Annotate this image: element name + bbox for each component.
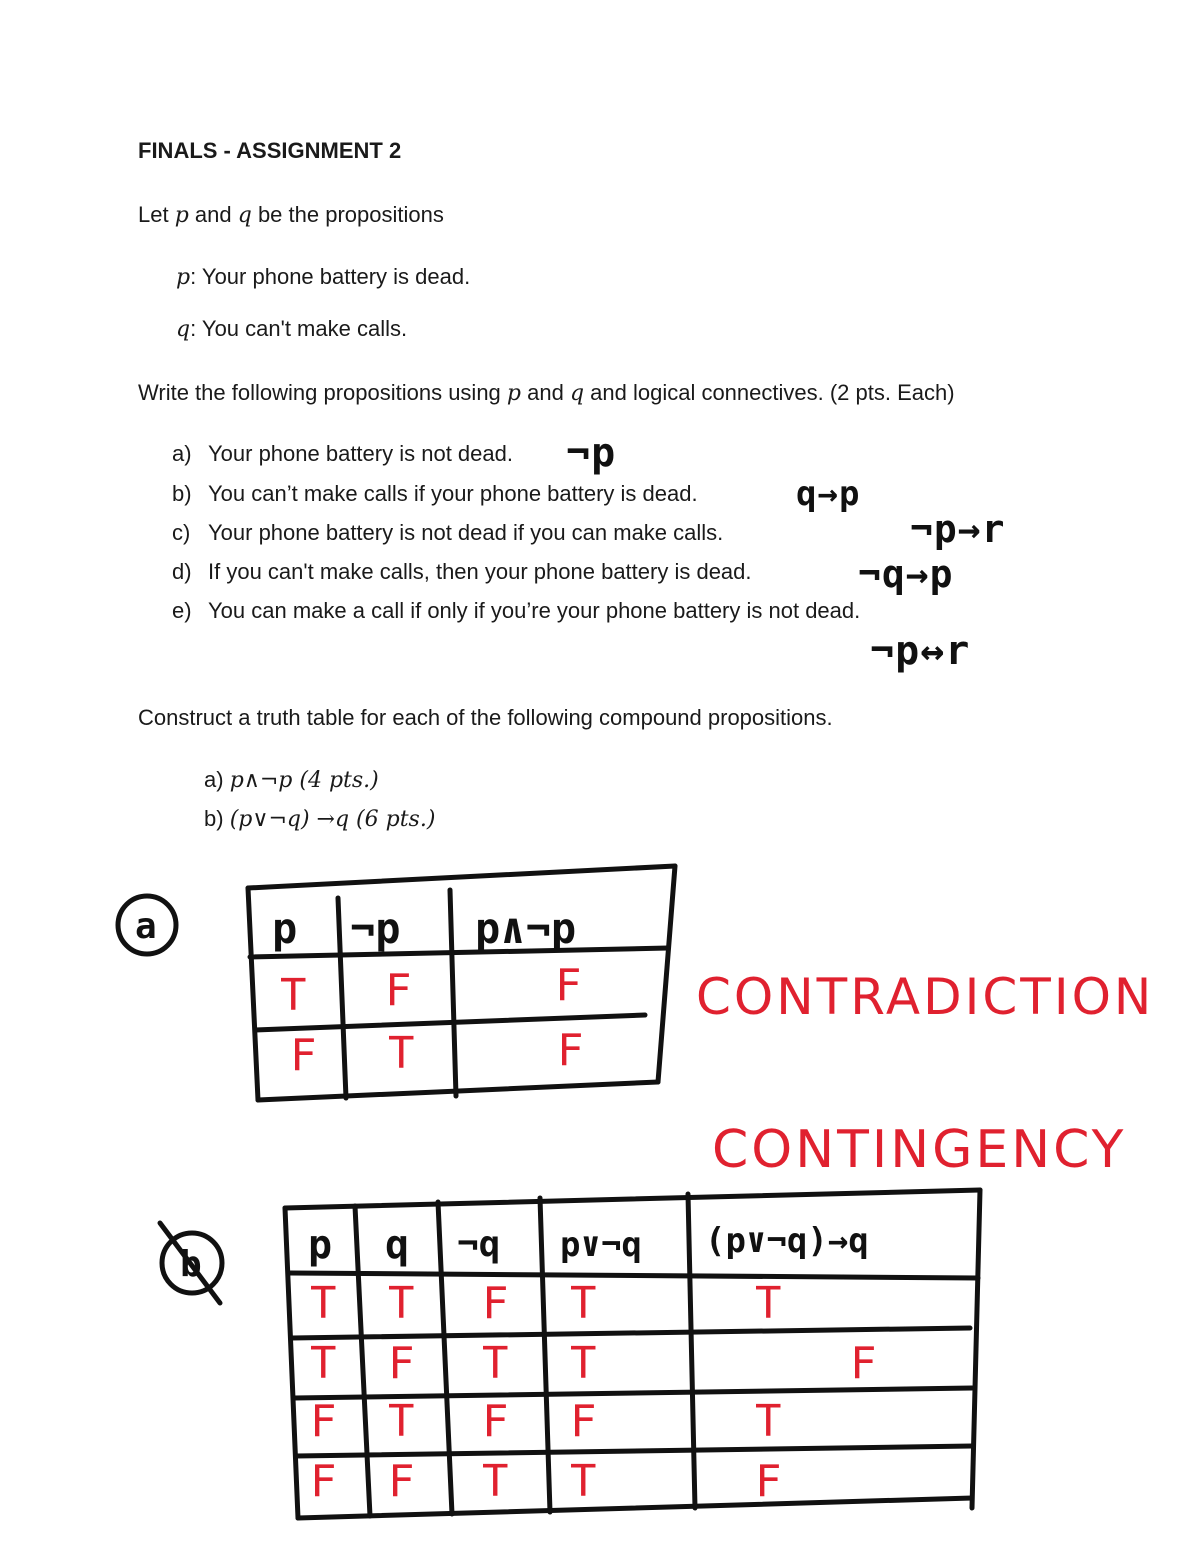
table-cell: F	[570, 1396, 597, 1447]
intro-p: p	[174, 203, 189, 228]
proposition-p	[176, 264, 470, 290]
intro-prefix: Let	[138, 202, 175, 227]
table-cell: F	[850, 1338, 877, 1389]
table-cell: T	[482, 1456, 509, 1507]
instruction-and: and	[521, 380, 570, 405]
proposition-q	[176, 316, 407, 342]
table-cell: T	[570, 1278, 597, 1329]
section1-instruction	[138, 380, 955, 406]
table-col-rule	[338, 898, 346, 1098]
section2-instruction: Construct a truth table for each of the following compound propositions.	[138, 705, 833, 730]
table-cell: F	[755, 1456, 782, 1507]
table-header: ¬q	[457, 1224, 501, 1265]
table-row-rule	[292, 1328, 970, 1338]
list-item-e	[172, 598, 860, 624]
list-item-b	[172, 481, 698, 507]
table-cell: F	[557, 1025, 584, 1076]
list-item-d	[172, 559, 752, 585]
table-cell: F	[482, 1278, 509, 1329]
item-label: c)	[172, 520, 191, 545]
item-label: e)	[172, 598, 192, 623]
table-cell: T	[280, 970, 307, 1021]
table-border-right	[658, 866, 675, 1082]
truth-table-a	[100, 850, 680, 1110]
item-text: You can make a call if only if you’re your phone battery is not dead.	[208, 598, 861, 623]
answer-b: q→p	[796, 474, 861, 514]
item-label: b)	[172, 481, 192, 506]
table-border-left	[285, 1208, 298, 1518]
section2-item-a	[204, 767, 379, 793]
item-text: If you can't make calls, then your phone battery is dead.	[208, 559, 752, 584]
proposition-symbol: p	[176, 265, 191, 290]
table-cell: T	[482, 1338, 509, 1389]
intro-and: and	[188, 202, 238, 227]
instruction-part: Write the following propositions using	[138, 380, 507, 405]
proposition-text: : Your phone battery is dead.	[190, 264, 471, 289]
table-header: p∧¬p	[475, 904, 577, 953]
item-label: b)	[204, 806, 224, 831]
instruction-q: q	[569, 381, 585, 406]
verdict-a: CONTRADICTION	[696, 968, 1155, 1026]
table-cell: T	[755, 1278, 782, 1329]
table-cell: T	[388, 1396, 415, 1447]
proposition-symbol: q	[176, 317, 191, 342]
item-text: Your phone battery is not dead if you can make calls.	[208, 520, 724, 545]
table-header: p∨¬q	[560, 1225, 642, 1265]
instruction-part: and logical connectives. (2 pts. Each)	[584, 380, 955, 405]
table-row-rule	[255, 1015, 645, 1030]
table-col-rule	[540, 1198, 550, 1512]
marker-label-a: a	[135, 906, 157, 947]
answer-d: ¬q→p	[858, 552, 954, 596]
table-cell: T	[388, 1278, 415, 1329]
item-expr: p∧¬p (4 pts.)	[229, 768, 379, 793]
table-border-top	[248, 866, 675, 888]
section2-item-b	[204, 806, 435, 832]
table-cell: F	[388, 1338, 415, 1389]
table-cell: F	[388, 1456, 415, 1507]
proposition-text: : You can't make calls.	[190, 316, 408, 341]
verdict-b: CONTINGENCY	[712, 1120, 1127, 1180]
item-text: Your phone battery is not dead.	[208, 441, 513, 466]
item-label: a)	[172, 441, 192, 466]
table-col-rule	[450, 890, 456, 1096]
table-cell: T	[388, 1028, 415, 1079]
table-header: p	[308, 1222, 333, 1268]
table-col-rule	[355, 1206, 370, 1516]
table-header-rule	[250, 948, 668, 957]
table-cell: F	[555, 960, 582, 1011]
table-col-rule	[688, 1194, 695, 1508]
item-text: You can’t make calls if your phone battery is dead.	[208, 481, 698, 506]
list-item-c	[172, 520, 723, 546]
table-cell: T	[570, 1338, 597, 1389]
table-row-rule	[296, 1446, 972, 1456]
table-header: p	[272, 904, 298, 953]
list-item-a	[172, 441, 513, 467]
answer-a: ¬p	[566, 430, 617, 476]
table-cell: T	[755, 1396, 782, 1447]
table-border-top	[285, 1190, 980, 1208]
table-cell: T	[570, 1456, 597, 1507]
intro-q: q	[237, 203, 252, 228]
table-cell: F	[482, 1396, 509, 1447]
table-cell: T	[310, 1278, 337, 1329]
table-cell: F	[385, 965, 412, 1016]
table-cell: F	[310, 1456, 337, 1507]
truth-table-b	[120, 1178, 990, 1538]
table-cell: T	[310, 1338, 337, 1389]
table-header: ¬p	[350, 904, 401, 953]
table-header: (p∨¬q)→q	[705, 1221, 869, 1261]
table-cell: F	[310, 1396, 337, 1447]
intro-line	[138, 202, 444, 228]
marker-label-b: b	[180, 1244, 202, 1285]
table-cell: F	[290, 1030, 317, 1081]
table-border-right	[972, 1190, 980, 1508]
page-title: FINALS - ASSIGNMENT 2	[138, 138, 402, 163]
table-col-rule	[438, 1202, 452, 1514]
answer-e: ¬p↔r	[870, 628, 971, 674]
table-header: q	[385, 1222, 410, 1268]
answer-c: ¬p→r	[910, 507, 1006, 551]
table-border-left	[248, 888, 258, 1100]
intro-suffix: be the propositions	[251, 202, 444, 227]
item-expr: (p∨¬q) →q (6 pts.)	[229, 807, 436, 832]
item-label: a)	[204, 767, 224, 792]
instruction-p: p	[506, 381, 521, 406]
item-label: d)	[172, 559, 192, 584]
